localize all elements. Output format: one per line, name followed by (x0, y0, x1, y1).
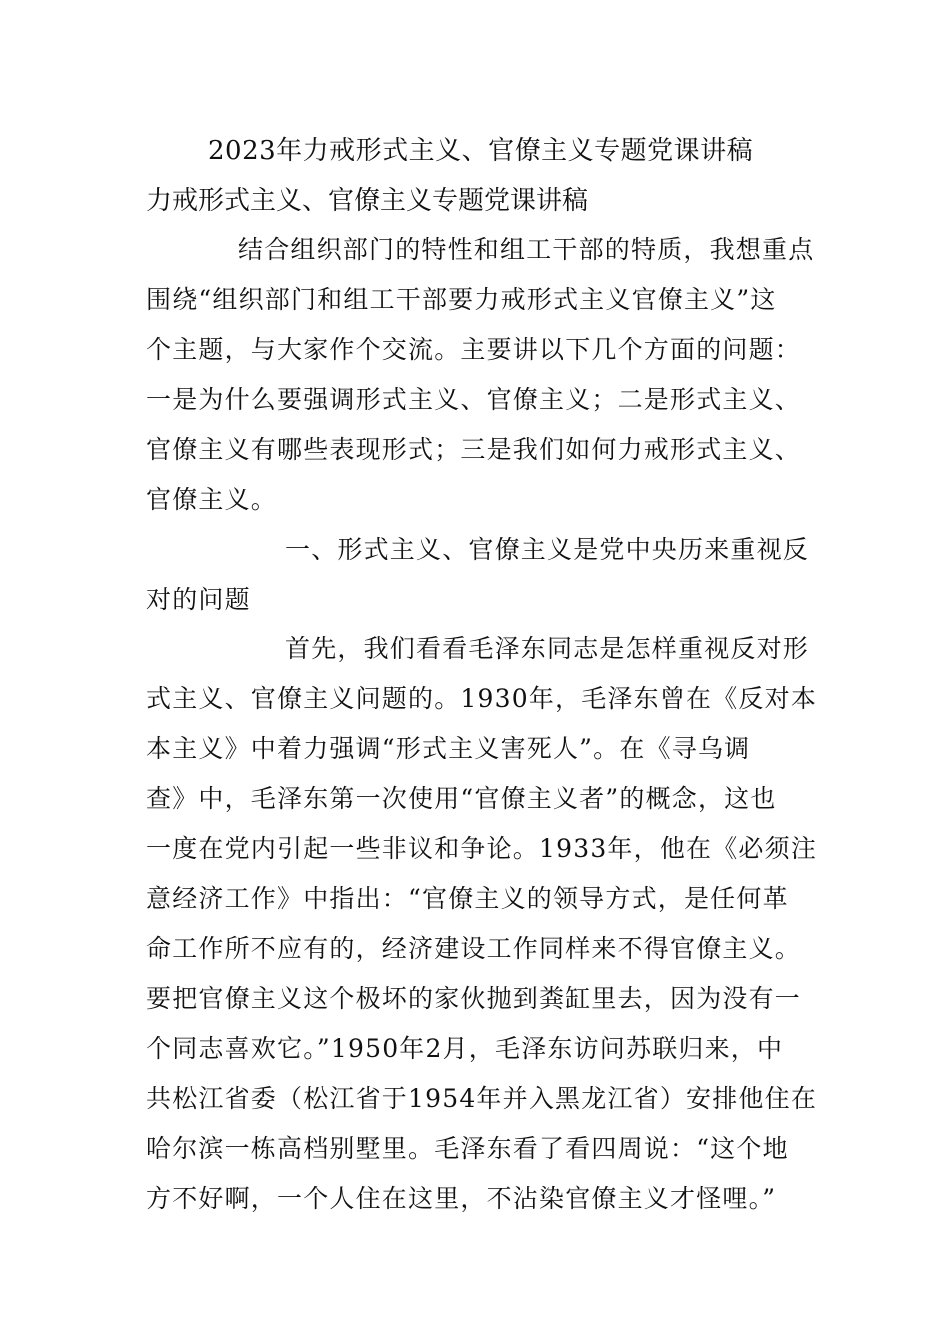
paragraph-3-line-4: 查》中，毛泽东第一次使用“官僚主义者”的概念，这也 (146, 784, 777, 813)
paragraph-3-line-1: 首先，我们看看毛泽东同志是怎样重视反对形 (285, 634, 810, 663)
document-subtitle: 力戒形式主义、官僚主义专题党课讲稿 (146, 186, 589, 216)
paragraph-1-line-5: 官僚主义有哪些表现形式；三是我们如何力戒形式主义、 (146, 435, 802, 464)
paragraph-3-line-3: 本主义》中着力强调“形式主义害死人”。在《寻乌调 (146, 734, 751, 763)
paragraph-3-line-7: 命工作所不应有的，经济建设工作同样来不得官僚主义。 (146, 934, 802, 963)
paragraph-3-line-5: 一度在党内引起一些非议和争论。1933年，他在《必须注 (146, 834, 818, 863)
paragraph-3-line-6: 意经济工作》中指出：“官僚主义的领导方式，是任何革 (146, 884, 789, 913)
paragraph-3-line-12: 方不好啊，一个人住在这里，不沾染官僚主义才怪哩。” (146, 1184, 777, 1213)
paragraph-3-line-2: 式主义、官僚主义问题的。1930年，毛泽东曾在《反对本 (146, 684, 818, 713)
section-heading-line-1: 一、形式主义、官僚主义是党中央历来重视反 (285, 535, 810, 564)
document-title: 2023年力戒形式主义、官僚主义专题党课讲稿 (208, 136, 754, 166)
paragraph-1-line-1: 结合组织部门的特性和组工干部的特质，我想重点 (238, 235, 815, 264)
paragraph-1-line-2: 围绕“组织部门和组工干部要力戒形式主义官僚主义”这 (146, 285, 777, 314)
paragraph-3-line-9: 个同志喜欢它。”1950年2月，毛泽东访问苏联归来，中 (146, 1034, 784, 1063)
section-heading-line-2: 对的问题 (146, 585, 251, 614)
paragraph-3-line-10: 共松江省委（松江省于1954年并入黑龙江省）安排他住在 (146, 1084, 818, 1113)
paragraph-3-line-11: 哈尔滨一栋高档别墅里。毛泽东看了看四周说：“这个地 (146, 1134, 789, 1163)
paragraph-1-line-4: 一是为什么要强调形式主义、官僚主义；二是形式主义、 (146, 385, 802, 414)
paragraph-3-line-8: 要把官僚主义这个极坏的家伙抛到粪缸里去，因为没有一 (146, 984, 802, 1013)
paragraph-1-line-3: 个主题，与大家作个交流。主要讲以下几个方面的问题： (146, 335, 802, 364)
paragraph-1-line-6: 官僚主义。 (146, 485, 278, 514)
